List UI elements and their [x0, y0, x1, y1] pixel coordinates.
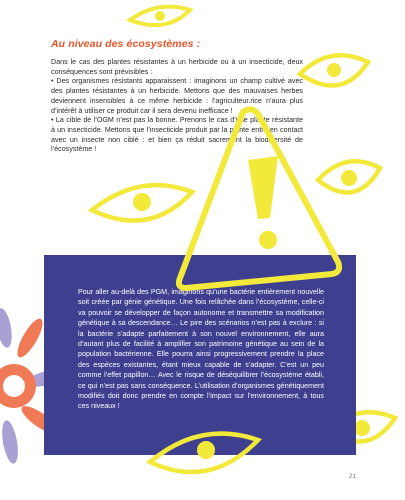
- intro-paragraph: Dans le cas des plantes résistantes à un herbicide ou à un insecticide, deux conséquences sont prévisibles :: [51, 58, 303, 76]
- eye-icon: [130, 7, 190, 25]
- page-number: 21: [349, 473, 357, 480]
- section-title: Au niveau des écosystèmes :: [51, 38, 201, 50]
- info-box-text: Pour aller au-delà des PGM, imaginons qu’une bactérie entièrement nouvelle soit créée par génie génétique. Une fois relâchée dans l’écosystème, celle-ci va pouvoir se développer de façon autonome et transmettre sa modification génétique à sa descendance… Le pire des scénarios n’est pas à exclure : si la bactérie s’adapte parfaitement à son nouvel environnement, elle aura d’autant plus de facilité à amplifier son patrimoine génétique au sein de la population bactérienne. Elle pourra ainsi progressivement prendre la place des espèces existantes, étant mieux capable de s’adapter. C’est un peu comme l’effet papillon… Avec le risque de déséquilibrer l’écosystème établi, ce qui n’est pas sans conséquence. L’utilisation d’organismes génétiquement modifiés doit donc prendre en compte l’impact sur l’environnement, à tous ces niveaux !: [78, 288, 324, 411]
- intro-text: [51, 58, 303, 155]
- eye-icon: [92, 185, 192, 220]
- eye-icon: [300, 55, 368, 85]
- intro-paragraph: • Des organismes résistants apparaissent : imaginons un champ cultivé avec des plantes résistantes à un herbicide. Mettons que des mauvaises herbes deviennent insensibles à ce même herbicide : l’agriculteur.rice n’aura plus d’intérêt à utiliser ce produit car il sera devenu inefficace !: [51, 77, 303, 115]
- intro-paragraph: • La cible de l’OGM n’est pas la bonne. Prenons le cas d’une plante résistante à un insecticide. Mettons que l’insecticide produit par la plante entre en contact avec un insecte non ciblé : et bien ça réduit sacrement la biodiversité de l’écosystème !: [51, 116, 303, 154]
- eye-icon: [318, 161, 380, 192]
